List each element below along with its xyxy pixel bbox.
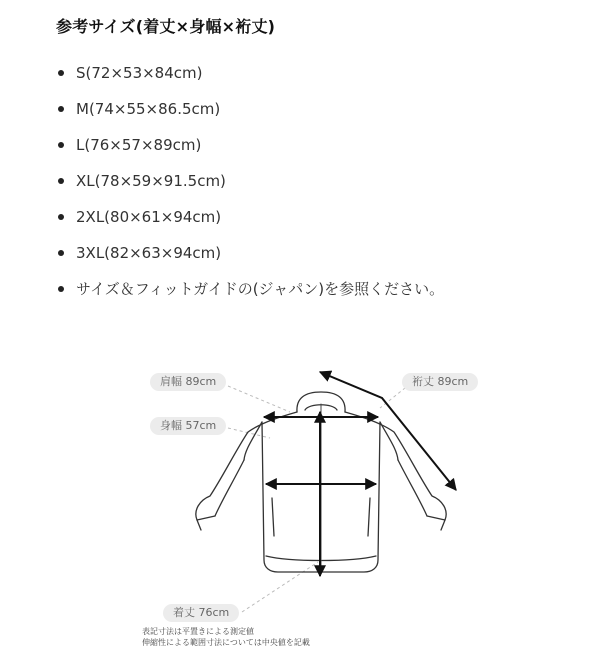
size-text: 2XL(80×61×94cm) [76,208,222,226]
size-diagram [0,350,600,664]
sleeve-length-label: 裄丈 89cm [402,373,478,391]
fit-guide-text: サイズ＆フィットガイドの(ジャパン)を参照ください。 [76,280,445,298]
size-text: XL(78×59×91.5cm) [76,172,226,190]
size-text: 3XL(82×63×94cm) [76,244,222,262]
shoulder-width-label: 肩幅 89cm [150,373,226,391]
chest-width-label: 身幅 57cm [150,417,226,435]
bullet-icon [58,250,64,256]
bullet-icon [58,106,64,112]
bullet-icon [58,178,64,184]
list-item-size-m [56,91,444,127]
bullet-icon [58,70,64,76]
jacket-illustration [0,350,600,664]
list-item-size-l [56,127,444,163]
size-list [56,55,444,307]
list-item-fit-guide [56,271,444,307]
list-item-size-xl [56,163,444,199]
bullet-icon [58,142,64,148]
measurement-note-2: 伸縮性による範囲寸法については中央値を記載 [142,638,310,647]
list-item-size-s [56,55,444,91]
body-length-label: 着丈 76cm [163,604,239,622]
bullet-icon [58,214,64,220]
bullet-icon [58,286,64,292]
size-text: S(72×53×84cm) [76,64,203,82]
size-text: M(74×55×86.5cm) [76,100,221,118]
size-text: L(76×57×89cm) [76,136,202,154]
list-item-size-2xl [56,199,444,235]
page-title: 参考サイズ(着丈×身幅×裄丈) [56,17,276,36]
list-item-size-3xl [56,235,444,271]
measurement-note-1: 表記寸法は平置きによる測定値 [142,627,254,636]
